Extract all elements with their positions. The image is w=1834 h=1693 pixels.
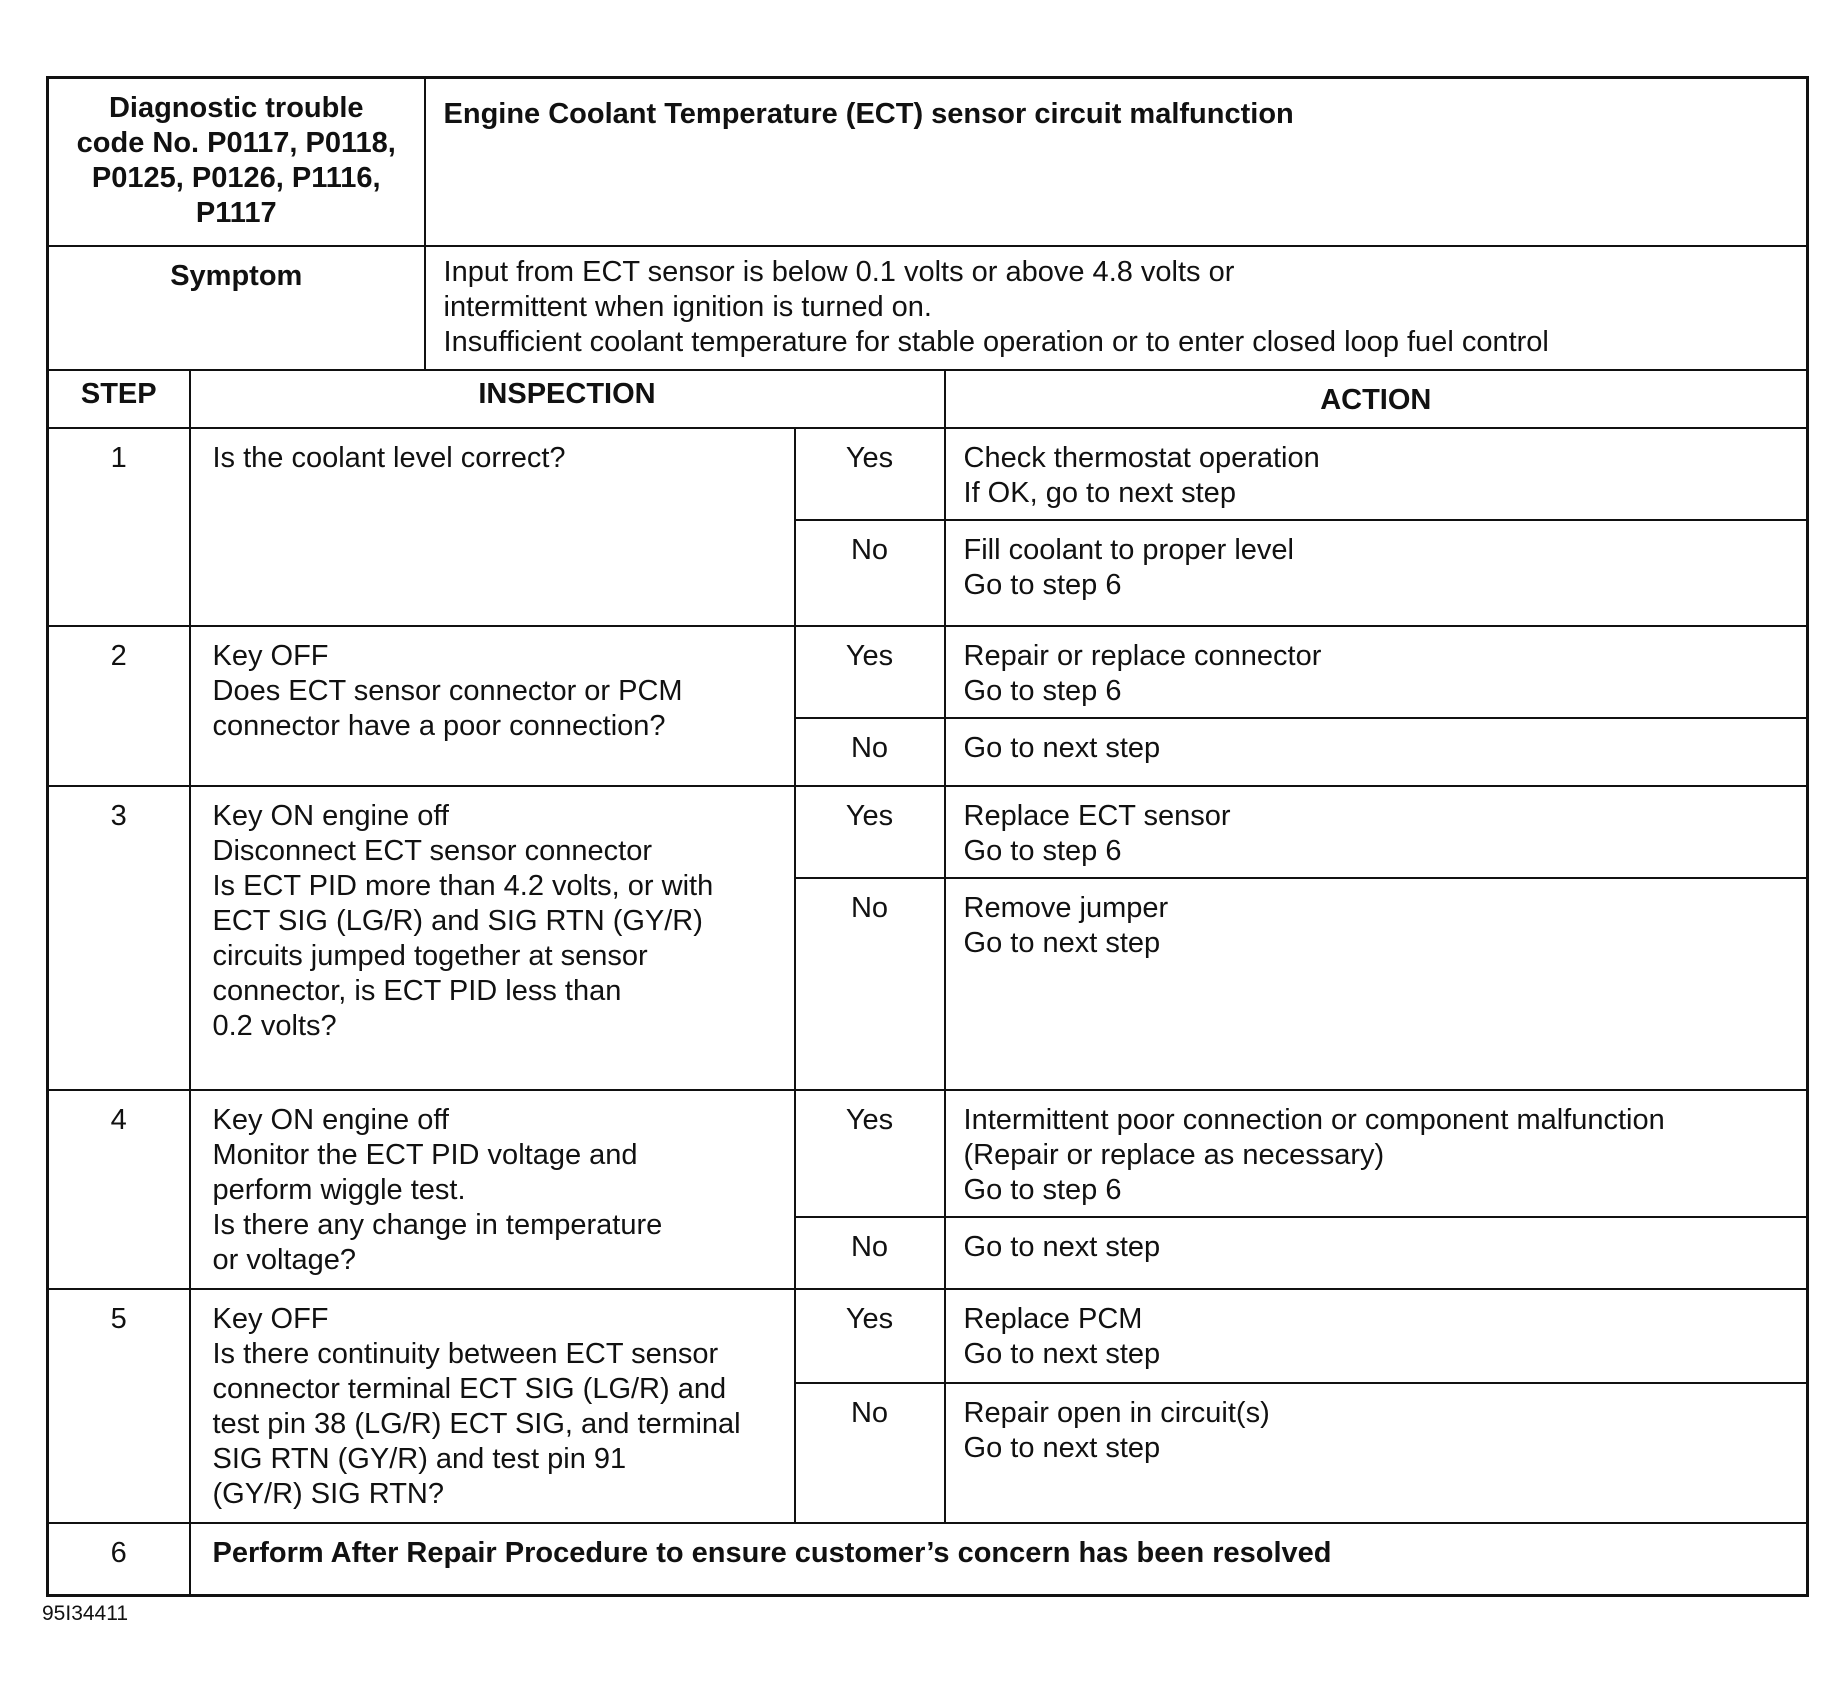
yes-label: Yes [795, 786, 945, 878]
inspection-line: circuits jumped together at sensor [212, 940, 648, 972]
step-number: 1 [48, 428, 190, 626]
yes-action [945, 786, 1808, 878]
inspection-line: Is ECT PID more than 4.2 volts, or with [212, 870, 714, 902]
inspection-text [190, 626, 795, 786]
inspection-line: connector terminal ECT SIG (LG/R) and [212, 1373, 727, 1405]
step-number: 6 [48, 1523, 190, 1596]
action-line: Repair open in circuit(s) [963, 1397, 1270, 1430]
symptom-line: Input from ECT sensor is below 0.1 volts or above 4.8 volts or [443, 256, 1235, 288]
inspection-line: connector, is ECT PID less than [212, 975, 622, 1007]
no-action [945, 718, 1808, 786]
action-line: Go to next step [963, 1432, 1161, 1465]
yes-action [945, 626, 1808, 718]
action-line: Go to step 6 [963, 1174, 1122, 1206]
symptom-line: Insufficient coolant temperature for stable operation or to enter closed loop fuel control [443, 326, 1549, 358]
no-action [945, 520, 1808, 626]
step-column-header: STEP [48, 370, 190, 428]
action-line: Fill coolant to proper level [963, 534, 1294, 566]
action-line: Go to next step [963, 1231, 1161, 1263]
yes-action [945, 428, 1808, 520]
step-number: 4 [48, 1090, 190, 1289]
inspection-line: Key OFF [212, 640, 329, 672]
diagnostic-page [46, 76, 1806, 1597]
yes-label: Yes [795, 1090, 945, 1217]
step-number: 3 [48, 786, 190, 1090]
no-action [945, 1383, 1808, 1523]
inspection-line: ECT SIG (LG/R) and SIG RTN (GY/R) [212, 905, 703, 937]
action-line: Go to next step [963, 927, 1161, 959]
action-column-header: ACTION [945, 370, 1808, 428]
inspection-line: Key OFF [212, 1303, 329, 1335]
action-line: Replace PCM [963, 1303, 1143, 1335]
inspection-line: Is there any change in temperature [212, 1209, 663, 1241]
step-number: 5 [48, 1289, 190, 1523]
yes-action [945, 1289, 1808, 1383]
inspection-line: Monitor the ECT PID voltage and [212, 1139, 638, 1171]
header-row [48, 78, 1808, 247]
dtc-title: Engine Coolant Temperature (ECT) sensor circuit malfunction [425, 78, 1808, 247]
yes-label: Yes [795, 1289, 945, 1383]
dtc-code-line: P0125, P0126, P1116, [91, 162, 381, 194]
dtc-code-cell [48, 78, 425, 247]
inspection-line: Is there continuity between ECT sensor [212, 1338, 719, 1370]
action-line: If OK, go to next step [963, 477, 1236, 509]
diagnostic-table [46, 76, 1809, 1597]
action-line: Repair or replace connector [963, 640, 1322, 672]
symptom-line: intermittent when ignition is turned on. [443, 291, 932, 323]
no-action [945, 878, 1808, 1090]
no-label: No [795, 1383, 945, 1523]
final-step-text: Perform After Repair Procedure to ensure customer’s concern has been resolved [190, 1523, 1808, 1596]
inspection-text [190, 786, 795, 1090]
inspection-line: perform wiggle test. [212, 1174, 466, 1206]
inspection-line: connector have a poor connection? [212, 710, 666, 742]
step-row [48, 1289, 1808, 1383]
inspection-line: SIG RTN (GY/R) and test pin 91 [212, 1443, 627, 1475]
inspection-line: Key ON engine off [212, 800, 449, 832]
dtc-code-line: code No. P0117, P0118, [76, 127, 396, 159]
inspection-text [190, 1289, 795, 1523]
symptom-label: Symptom [48, 246, 425, 370]
inspection-text [190, 428, 795, 626]
inspection-line: (GY/R) SIG RTN? [212, 1478, 444, 1510]
inspection-text [190, 1090, 795, 1289]
action-line: Go to next step [963, 732, 1161, 764]
column-header-row [48, 370, 1808, 428]
inspection-line: 0.2 volts? [212, 1010, 337, 1042]
dtc-code-line: Diagnostic trouble [108, 92, 364, 124]
inspection-line: Key ON engine off [212, 1104, 449, 1136]
inspection-line: Does ECT sensor connector or PCM [212, 675, 683, 707]
action-line: Go to next step [963, 1338, 1161, 1370]
no-label: No [795, 520, 945, 626]
final-step-row [48, 1523, 1808, 1596]
symptom-text [425, 246, 1808, 370]
figure-id: 95I34411 [42, 1602, 129, 1625]
action-line: Go to step 6 [963, 835, 1122, 867]
inspection-line: Is the coolant level correct? [212, 442, 566, 474]
inspection-line: Disconnect ECT sensor connector [212, 835, 653, 867]
no-label: No [795, 1217, 945, 1289]
no-label: No [795, 878, 945, 1090]
action-line: Go to step 6 [963, 569, 1122, 601]
yes-label: Yes [795, 626, 945, 718]
step-row [48, 428, 1808, 520]
inspection-line: test pin 38 (LG/R) ECT SIG, and terminal [212, 1408, 741, 1440]
step-row [48, 786, 1808, 878]
no-action [945, 1217, 1808, 1289]
step-row [48, 1090, 1808, 1217]
dtc-code-line: P1117 [195, 197, 277, 229]
step-number: 2 [48, 626, 190, 786]
action-line: Go to step 6 [963, 675, 1122, 707]
yes-action [945, 1090, 1808, 1217]
action-line: Intermittent poor connection or component malfunction [963, 1104, 1665, 1136]
step-row [48, 626, 1808, 718]
action-line: Replace ECT sensor [963, 800, 1231, 832]
symptom-row [48, 246, 1808, 370]
yes-label: Yes [795, 428, 945, 520]
no-label: No [795, 718, 945, 786]
action-line: Remove jumper [963, 892, 1169, 924]
inspection-column-header: INSPECTION [190, 370, 945, 428]
action-line: Check thermostat operation [963, 442, 1320, 474]
inspection-line: or voltage? [212, 1244, 356, 1276]
action-line: (Repair or replace as necessary) [963, 1139, 1385, 1171]
